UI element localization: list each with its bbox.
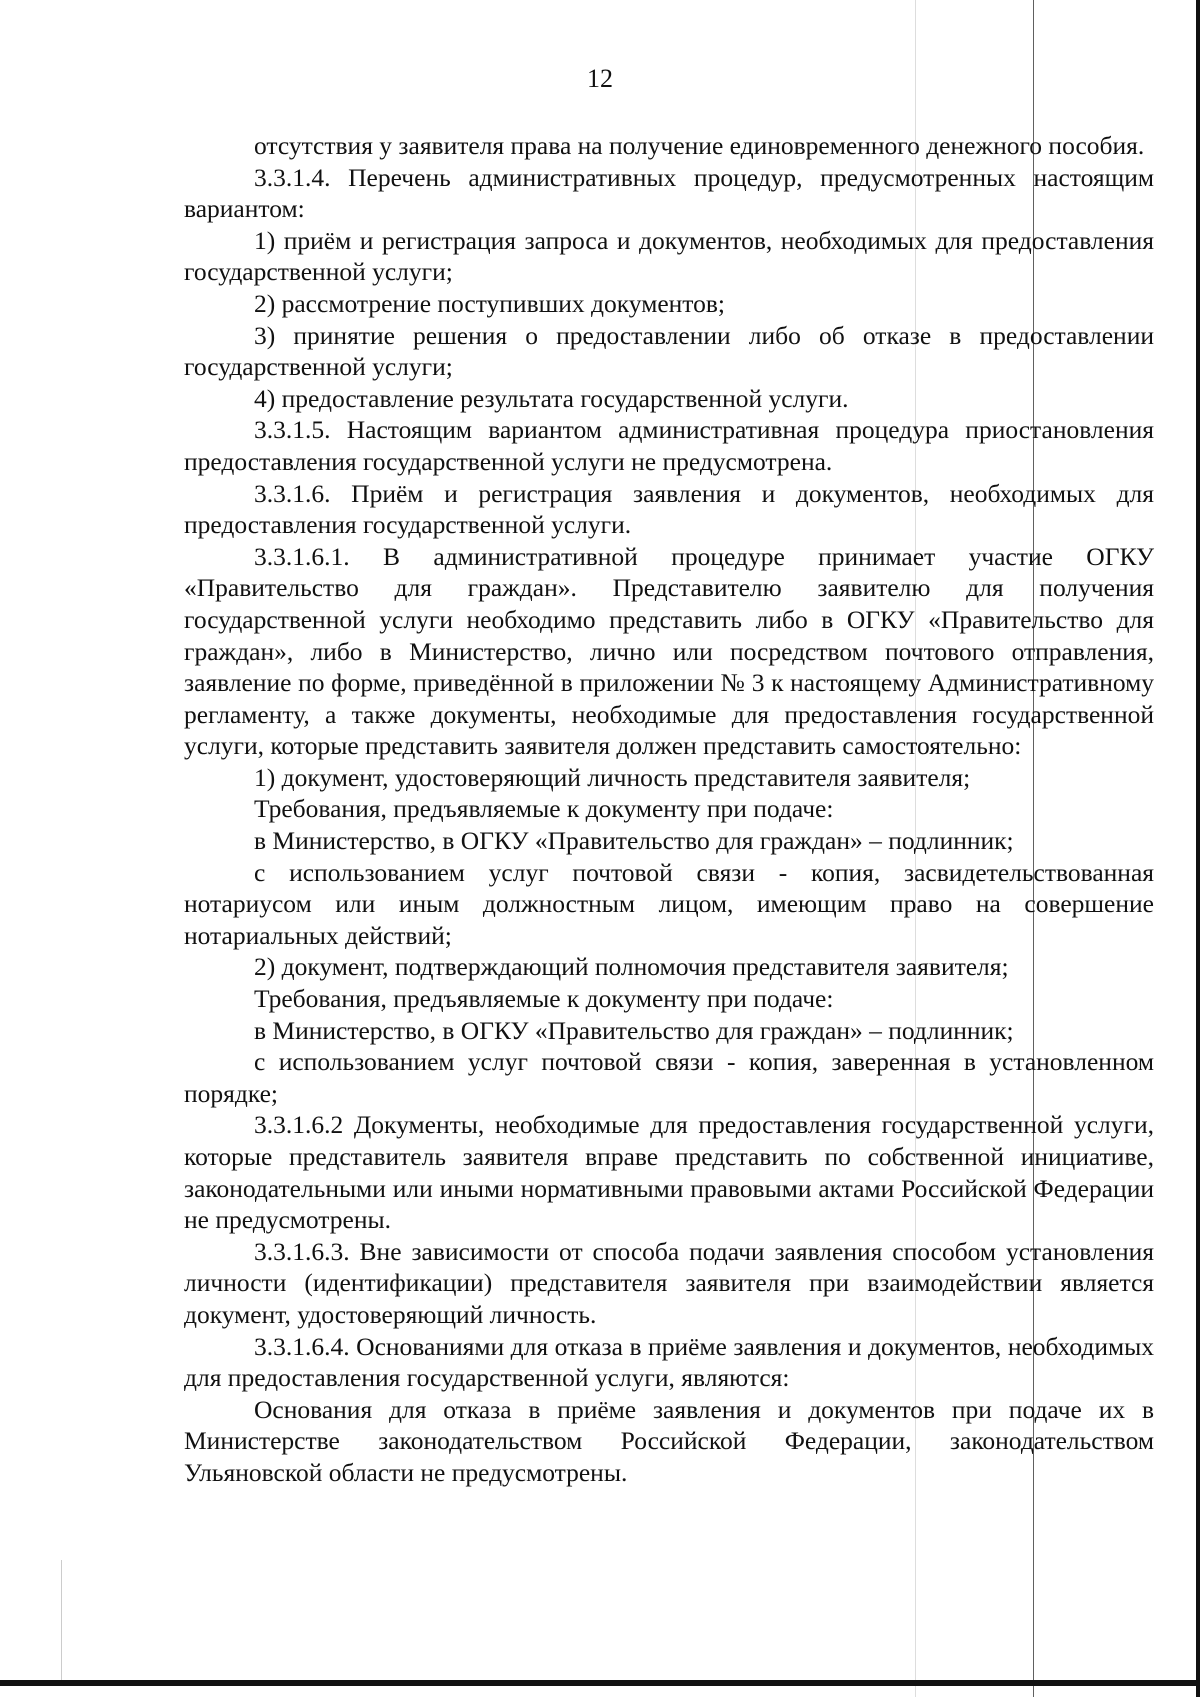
list-item: 1) документ, удостоверяющий личность представителя заявителя; <box>254 762 971 792</box>
list-item: 1) приём и регистрация запроса и документов, необходимых для предоставления государственной услуги; <box>184 225 1154 287</box>
paragraph: Основания для отказа в приёме заявления и документов при подаче их в Министерстве законодательством Российской Федерации, законодательством Ульяновской области не предусмотрены. <box>184 1394 1154 1487</box>
paragraph: с использованием услуг почтовой связи - копия, засвидетельствованная нотариусом или иным должностным лицом, имеющим право на совершение нотариальных действий; <box>184 857 1154 950</box>
list-item: 2) документ, подтверждающий полномочия представителя заявителя; <box>254 952 1009 982</box>
scan-border-right <box>1196 0 1200 1697</box>
paragraph: 3.3.1.6.4. Основаниями для отказа в приёме заявления и документов, необходимых для предоставления государственной услуги, являются: <box>184 1331 1154 1393</box>
page-number: 12 <box>587 64 613 93</box>
scan-artifact-line <box>61 1560 62 1680</box>
paragraph: 3.3.1.4. Перечень административных процедур, предусмотренных настоящим вариантом: <box>184 162 1154 224</box>
paragraph: в Министерство, в ОГКУ «Правительство для граждан» – подлинник; <box>254 1015 1014 1045</box>
paragraph: 3.3.1.5. Настоящим вариантом административная процедура приостановления предоставления государственной услуги не предусмотрена. <box>184 415 1154 476</box>
list-item: 4) предоставление результата государственной услуги. <box>254 383 849 413</box>
paragraph: Требования, предъявляемые к документу при подаче: <box>254 794 834 824</box>
scan-border-bottom <box>0 1680 1200 1686</box>
paragraph: 3.3.1.6.2 Документы, необходимые для предоставления государственной услуги, которые представитель заявителя вправе представить по собственной инициативе, законодательными или иными нормативными правовыми актами Российской Федерации не предусмотрены. <box>184 1110 1154 1235</box>
paragraph: 3.3.1.6.1. В административной процедуре принимает участие ОГКУ «Правительство для граждан». Представителю заявителю для получения государственной услуги необходимо представить либо в ОГКУ «Правительство для граждан», либо в Министерство, лично или посредством почтового отправления, заявление по форме, приведённой в приложении № 3 к настоящему Административному регламенту, а также документы, необходимые для предоставления государственной услуги, которые представить заявителя должен представить самостоятельно: <box>184 541 1154 761</box>
list-item: 2) рассмотрение поступивших документов; <box>254 288 725 318</box>
paragraph-continuation: отсутствия у заявителя права на получение единовременного денежного пособия. <box>254 131 1145 160</box>
paragraph: с использованием услуг почтовой связи - копия, заверенная в установленном порядке; <box>184 1047 1154 1108</box>
list-item: 3) принятие решения о предоставлении либо об отказе в предоставлении государственной услуги; <box>184 320 1154 382</box>
paragraph: в Министерство, в ОГКУ «Правительство для граждан» – подлинник; <box>254 826 1014 856</box>
paragraph: 3.3.1.6. Приём и регистрация заявления и документов, необходимых для предоставления государственной услуги. <box>184 478 1154 540</box>
paragraph: Требования, предъявляемые к документу при подаче: <box>254 984 834 1014</box>
document-body <box>184 130 1154 1489</box>
paragraph: 3.3.1.6.3. Вне зависимости от способа подачи заявления способом установления личности (идентификации) представителя заявителя при взаимодействии является документ, удостоверяющий личность. <box>184 1236 1154 1329</box>
